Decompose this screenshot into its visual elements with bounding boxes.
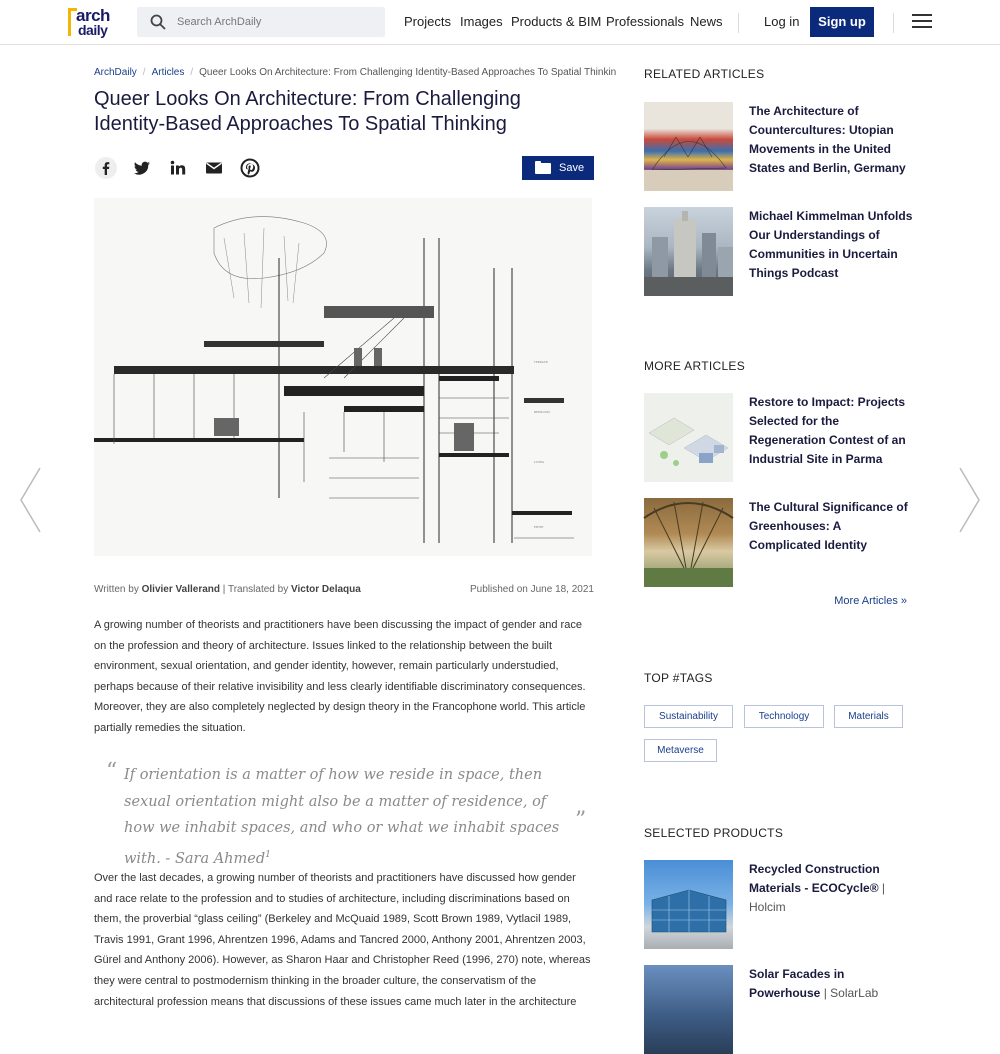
product-brand: | SolarLab — [823, 986, 879, 1000]
login-link[interactable]: Log in — [764, 14, 800, 29]
byline-written-label: Written by — [94, 584, 139, 595]
quote-footnote[interactable]: 1 — [265, 849, 271, 860]
more-articles-link[interactable]: More Articles » — [834, 595, 907, 607]
related-article-link[interactable]: Michael Kimmelman Unfolds Our Understandings of Communities in Uncertain Things Podcast — [749, 209, 913, 280]
email-icon[interactable] — [203, 157, 225, 179]
logo-text-arch: arch — [76, 6, 110, 25]
article-hero-image[interactable] — [94, 198, 592, 556]
breadcrumb-current: Queer Looks On Architecture: From Challenging Identity-Based Approaches To Spatial Thinkin — [199, 67, 617, 78]
more-article-link[interactable]: Restore to Impact: Projects Selected for the Regeneration Contest of an Industrial Site in Parma — [749, 395, 906, 466]
related-article-thumbnail[interactable] — [644, 102, 733, 191]
selected-products-heading: SELECTED PRODUCTS — [644, 826, 784, 840]
nav-projects[interactable]: Projects — [404, 14, 451, 29]
product-link[interactable] — [749, 860, 914, 917]
tag-metaverse[interactable]: Metaverse — [644, 739, 717, 762]
linkedin-icon[interactable] — [167, 157, 189, 179]
archdaily-logo[interactable] — [68, 6, 120, 38]
folder-icon — [535, 163, 551, 174]
author-link[interactable]: Olivier Vallerand — [141, 584, 220, 595]
nav-professionals[interactable]: Professionals — [606, 14, 685, 29]
svg-text:TERRACE: TERRACE — [534, 360, 548, 364]
related-articles-heading: RELATED ARTICLES — [644, 67, 765, 81]
tag-sustainability[interactable]: Sustainability — [644, 705, 733, 728]
breadcrumb-separator: / — [190, 67, 194, 78]
more-articles-heading: MORE ARTICLES — [644, 359, 746, 373]
next-arrow-icon[interactable] — [958, 466, 982, 534]
twitter-icon[interactable] — [131, 157, 153, 179]
product-thumbnail[interactable] — [644, 860, 733, 949]
published-date: Published on June 18, 2021 — [470, 584, 594, 595]
top-navigation-bar — [0, 0, 1000, 45]
breadcrumb-separator: / — [142, 67, 146, 78]
pull-quote-text: If orientation is a matter of how we reside in space, then sexual orientation might also be a matter of residence, of how we inhabit spaces, and who or what we inhabit spaces with. - Sara Ahmed — [124, 767, 560, 867]
breadcrumb — [94, 67, 617, 78]
svg-text:ENTRY: ENTRY — [534, 525, 544, 529]
nav-products-bim[interactable]: Products & BIM — [511, 14, 602, 29]
pinterest-icon[interactable] — [239, 157, 261, 179]
search-input[interactable] — [177, 7, 377, 37]
byline-translated-label: | Translated by — [222, 584, 289, 595]
pull-quote — [124, 762, 564, 872]
save-button[interactable] — [522, 156, 594, 180]
tag-technology[interactable]: Technology — [744, 705, 824, 728]
product-brand: | Holcim — [749, 881, 886, 914]
nav-images[interactable]: Images — [460, 14, 503, 29]
signup-button[interactable]: Sign up — [810, 7, 874, 37]
greenhouse-image — [644, 498, 733, 587]
nav-news[interactable]: News — [690, 14, 723, 29]
product-title: Solar Facades in Powerhouse — [749, 967, 845, 1000]
article-title: Queer Looks On Architecture: From Challenging Identity-Based Approaches To Spatial Thinking — [94, 88, 521, 135]
nav-divider — [738, 13, 739, 33]
quote-close-mark: ” — [575, 808, 587, 833]
svg-text:BEDROOM: BEDROOM — [534, 410, 550, 414]
logo-text-daily: daily — [78, 22, 108, 38]
menu-icon[interactable] — [912, 14, 932, 29]
search-box[interactable] — [137, 7, 385, 37]
city-skyline-image — [644, 207, 733, 296]
article-paragraph: A growing number of theorists and practitioners have been discussing the impact of gender and race on the profession and theory of architecture. Issues linked to the relationship between the built environment, sexual orientation, and gender identity, however, remain particularly understudied, perhaps because of their relative invisibility and less clearly identifiable discriminatory consequences. Moreover, they are also completely neglected by design theory in the Francophone world. This article partially remedies the situation. — [94, 619, 586, 734]
quote-open-mark: “ — [106, 759, 118, 784]
product-link[interactable] — [749, 965, 914, 1003]
more-article-thumbnail[interactable] — [644, 393, 733, 482]
translator-link[interactable]: Victor Delaqua — [290, 584, 361, 595]
search-icon — [150, 14, 166, 30]
tag-materials[interactable]: Materials — [834, 705, 903, 728]
product-thumbnail[interactable] — [644, 965, 733, 1054]
save-button-label: Save — [559, 162, 585, 174]
product-title: Recycled Construction Materials - ECOCycle® — [749, 862, 880, 895]
site-masterplan-image — [644, 393, 733, 482]
glass-building-image — [644, 860, 733, 949]
top-tags-heading: TOP #TAGS — [644, 671, 713, 685]
section-drawing — [94, 198, 592, 556]
more-article-thumbnail[interactable] — [644, 498, 733, 587]
breadcrumb-archdaily[interactable]: ArchDaily — [94, 67, 137, 78]
more-article-link[interactable]: The Cultural Significance of Greenhouses: A Complicated Identity — [749, 500, 908, 552]
related-article-link[interactable]: The Architecture of Countercultures: Utopian Movements in the United States and Berlin, Germany — [749, 104, 906, 175]
geodesic-dome-image — [644, 102, 733, 191]
byline — [94, 584, 361, 595]
facebook-icon[interactable] — [95, 157, 117, 179]
related-article-thumbnail[interactable] — [644, 207, 733, 296]
breadcrumb-articles[interactable]: Articles — [151, 67, 185, 78]
svg-text:LIVING: LIVING — [534, 460, 545, 464]
previous-arrow-icon[interactable] — [18, 466, 42, 534]
nav-divider — [893, 13, 894, 33]
article-paragraph: Over the last decades, a growing number of theorists and practitioners have discussed how gender and race relate to the profession and to studies of architecture, including discriminations based on them, the proverbial “glass ceiling” (Berkeley and McQuaid 1989, Scott Brown 1989, Vytlacil 1989, Travis 1991, Grant 1996, Ahrentzen 1996, Adams and Tancred 2000, Anthony 2001, Ahrentzen 2003, Gürel and Anthony 2006). However, as Sharon Haar and Christopher Reed (1996, 270) note, whereas they were central to postmodernism thinking in the broader culture, the conservatism of the architectural profession means that discussions of these issues came much later in the architecture — [94, 872, 591, 1008]
